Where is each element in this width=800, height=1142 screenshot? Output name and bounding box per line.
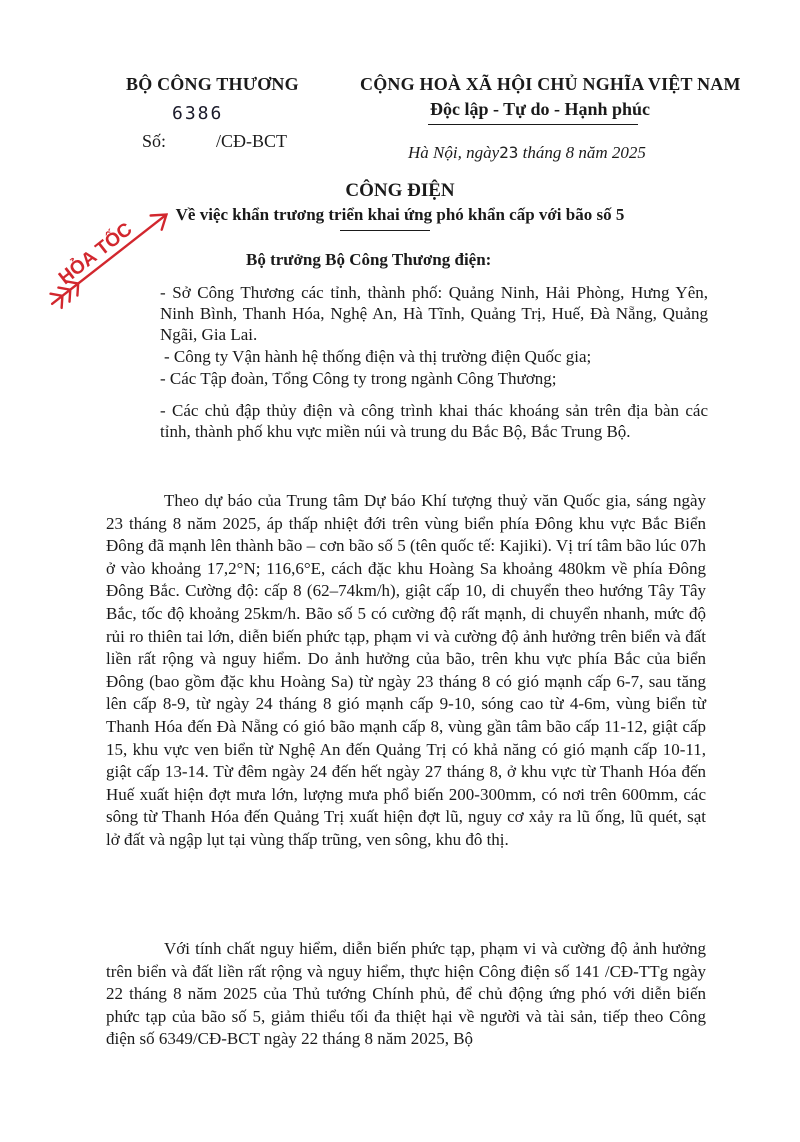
date-prefix: Hà Nội, ngày [408,143,500,162]
addressee-item: - Các Tập đoàn, Tổng Công ty trong ngành Công Thương; [160,369,557,388]
issue-date [408,143,646,163]
document-number-line [142,131,287,152]
motto-underline [428,124,638,125]
subtitle-underline [340,230,430,231]
issuing-organization: BỘ CÔNG THƯƠNG [126,74,299,94]
national-motto: Độc lập - Tự do - Hạnh phúc [430,99,651,119]
date-suffix: tháng 8 năm 2025 [522,143,646,162]
handwritten-date-day: 23 [499,143,519,162]
document-subtitle: Về việc khẩn trương triển khai ứng phó khẩn cấp với bão số 5 [175,205,625,224]
stamp-text: HỎA TỐC [54,218,137,290]
handwritten-document-number: 6386 [172,103,224,124]
addressee-item: - Công ty Vận hành hệ thống điện và thị trường điện Quốc gia; [164,347,592,366]
number-label: Số: [142,131,167,151]
body-paragraph: Theo dự báo của Trung tâm Dự báo Khí tượng thuỷ văn Quốc gia, sáng ngày 23 tháng 8 năm 2025, áp thấp nhiệt đới trên vùng biển phía Đông khu vực Bắc Biển Đông đã mạnh lên thành bão – cơn bão số 5 (tên quốc tế: Kajiki). Vị trí tâm bão lúc 07h ở vào khoảng 17,2°N; 116,6°E, cách đặc khu Hoàng Sa khoảng 480km về phía Đông Đông Bắc. Cường độ: cấp 8 (62–74km/h), giật cấp 10, di chuyển theo hướng Tây Tây Bắc, tốc độ khoảng 25km/h. Bão số 5 có cường độ rất mạnh, di chuyển nhanh, mức độ rủi ro thiên tai lớn, diễn biến phức tạp, phạm vi và cường độ ảnh hưởng trên biển và đất liền rất rộng và nguy hiểm. Do ảnh hưởng của bão, trên khu vực phía Bắc của biển Đông (bao gồm đặc khu Hoàng Sa) từ ngày 23 tháng 8 có gió mạnh cấp 6-7, sau tăng lên cấp 8-9, từ ngày 24 tháng 8 gió mạnh cấp 9-10, sóng cao từ 4-6m, vùng biển từ Thanh Hóa đến Đà Nẵng có gió bão mạnh cấp 8, vùng gần tâm bão cấp 11-12, giật cấp 15, khu vực ven biển từ Nghệ An đến Quảng Trị có khả năng có gió mạnh cấp 10-11, giật cấp 13-14. Từ đêm ngày 24 đến hết ngày 27 tháng 8, ở khu vực từ Thanh Hóa đến Huế xuất hiện đợt mưa lớn, lượng mưa phổ biến 200-300mm, có nơi trên 600mm, các sông từ Thanh Hóa đến Quảng Trị xuất hiện đợt lũ, nguy cơ xảy ra lũ ống, lũ quét, sạt lở đất và ngập lụt tại vùng thấp trũng, ven sông, khu đô thị. [106,491,706,849]
body-paragraph: Với tính chất nguy hiểm, diễn biến phức tạp, phạm vi và cường độ ảnh hưởng trên biển và đất liền rất rộng và nguy hiểm, thực hiện Công điện số 141 /CĐ-TTg ngày 22 tháng 8 năm 2025 của Thủ tướng Chính phủ, để chủ động ứng phó với diễn biến phức tạp của bão số 5, giảm thiểu tối đa thiệt hại về người và tài sản, tiếp theo Công điện số 6349/CĐ-BCT ngày 22 tháng 8 năm 2025, Bộ [106,939,706,1049]
addressee-item: - Sở Công Thương các tỉnh, thành phố: Quảng Ninh, Hải Phòng, Hưng Yên, Ninh Bình, Thanh Hóa, Nghệ An, Hà Tĩnh, Quảng Trị, Huế, Đà Nẵng, Quảng Ngãi, Gia Lai. [160,283,708,344]
republic-name: CỘNG HOÀ XÃ HỘI CHỦ NGHĨA VIỆT NAM [360,74,741,94]
document-title: CÔNG ĐIỆN [345,180,455,201]
addressee-heading: Bộ trưởng Bộ Công Thương điện: [246,250,492,269]
addressee-item: - Các chủ đập thủy điện và công trình khai thác khoáng sản trên địa bàn các tỉnh, thành phố khu vực miền núi và trung du Bắc Bộ, Bắc Trung Bộ. [160,401,708,441]
number-suffix: /CĐ-BCT [216,131,288,151]
